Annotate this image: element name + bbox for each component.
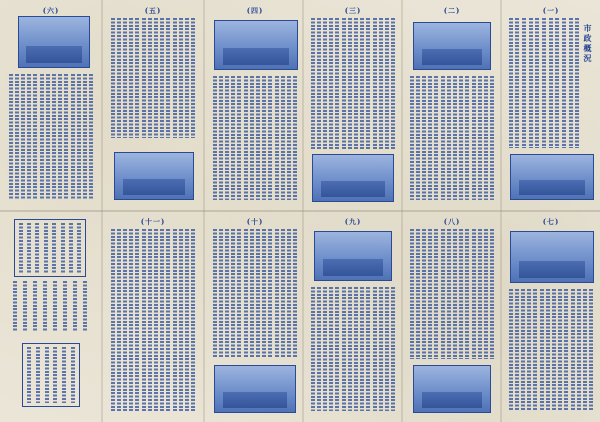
photo-placeholder-icon [413, 365, 491, 413]
text-columns [508, 18, 580, 148]
text-columns [110, 229, 196, 411]
photo-placeholder-icon [18, 16, 90, 68]
text-columns [508, 289, 594, 411]
text-columns [310, 18, 396, 150]
panel-bottom-3 [208, 215, 302, 415]
text-columns [409, 76, 495, 200]
photo-placeholder-icon [510, 231, 594, 283]
panel-top-3 [208, 4, 302, 204]
text-columns [212, 76, 298, 200]
photo-placeholder-icon [114, 152, 194, 200]
panel-bottom-4 [306, 215, 400, 415]
panel-top-2 [106, 4, 200, 204]
panel-bottom-6 [504, 215, 598, 415]
panel-number: (三) [344, 6, 362, 15]
vertical-fold [101, 0, 103, 422]
vertical-fold [401, 0, 403, 422]
panel-top-5 [405, 4, 499, 204]
panel-number: (十一) [140, 217, 166, 226]
vertical-fold [302, 0, 304, 422]
panel-top-4 [306, 4, 400, 204]
panel-bottom-5 [405, 215, 499, 415]
panel-number: (七) [542, 217, 560, 226]
panel-number: (二) [443, 6, 461, 15]
text-columns [12, 281, 88, 331]
info-table [14, 219, 86, 277]
text-columns [409, 229, 495, 359]
photo-placeholder-icon [214, 20, 298, 70]
photo-placeholder-icon [312, 154, 394, 202]
photo-placeholder-icon [314, 231, 392, 281]
panel-number: (九) [344, 217, 362, 226]
panel-number: (一) [542, 6, 560, 15]
panel-number: (八) [443, 217, 461, 226]
panel-top-1 [4, 4, 98, 204]
panel-number: (十) [246, 217, 264, 226]
colophon-box [22, 343, 80, 407]
panel-top-6 [504, 4, 598, 204]
panel-number: (六) [42, 6, 60, 15]
panel-number: (五) [144, 6, 162, 15]
horizontal-fold [0, 210, 600, 212]
vertical-fold [203, 0, 205, 422]
panel-bottom-1 [4, 215, 98, 415]
photo-placeholder-icon [214, 365, 296, 413]
text-columns [8, 74, 94, 199]
panel-number: (四) [246, 6, 264, 15]
text-columns [110, 18, 196, 138]
vertical-fold [500, 0, 502, 422]
photo-placeholder-icon [510, 154, 594, 200]
photo-placeholder-icon [413, 22, 491, 70]
main-title: 市政概況 [583, 24, 593, 64]
text-columns [310, 287, 396, 411]
text-columns [212, 229, 298, 357]
panel-bottom-2 [106, 215, 200, 415]
